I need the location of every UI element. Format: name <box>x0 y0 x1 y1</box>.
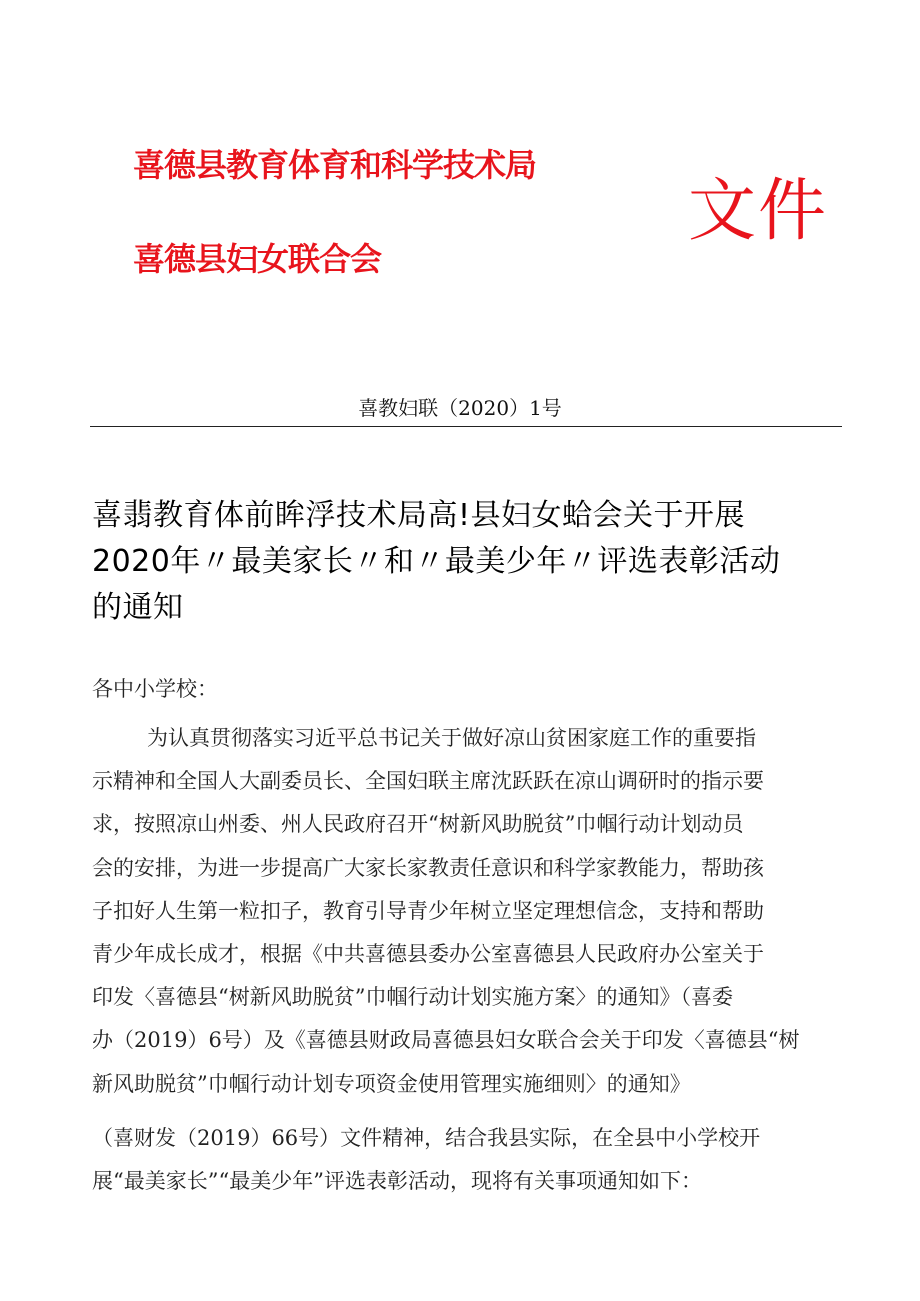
body-line: 示精神和全国人大副委员长、全国妇联主席沈跃跃在凉山调研时的指示要 <box>92 769 764 794</box>
body-line: （喜财发（2019）66号）文件精神，结合我县实际，在全县中小学校开 <box>92 1125 761 1150</box>
body-line: 办（2019）6号）及《喜德县财政局喜德县妇女联合会关于印发〈喜德县“树 <box>92 1028 800 1053</box>
title-line: 2020年〃最美家长〃和〃最美少年〃评选表彰活动 <box>92 544 781 579</box>
salutation: 各中小学校： <box>92 677 218 701</box>
body-line: 展“最美家长”“最美少年”评选表彰活动，现将有关事项通知如下： <box>92 1169 702 1194</box>
body-line: 印发〈喜德县“树新风助脱贫”巾帼行动计划实施方案〉的通知》（喜委 <box>92 985 733 1010</box>
body-line: 求，按照凉山州委、州人民政府召开“树新风助脱贫”巾帼行动计划动员 <box>92 812 744 837</box>
title-line: 的通知 <box>92 590 184 625</box>
body-paragraph <box>92 717 852 1203</box>
header-divider <box>90 426 842 427</box>
body-line: 子扣好人生第一粒扣子，教育引导青少年树立坚定理想信念，支持和帮助 <box>92 898 764 923</box>
body-line: 新风助脱贫”巾帼行动计划专项资金使用管理实施细则〉的通知》 <box>92 1071 691 1096</box>
body-line: 为认真贯彻落实习近平总书记关于做好凉山贫困家庭工作的重要指 <box>147 726 756 750</box>
notice-title <box>92 493 852 631</box>
body-line: 会的安排，为进一步提高广大家长家教责任意识和科学家教能力，帮助孩 <box>92 855 764 880</box>
issuer-name-womens-federation: 喜德县妇女联合会 <box>133 240 382 278</box>
document-number: 喜教妇联（2020）1号 <box>358 396 562 420</box>
issuer-name-education-bureau: 喜德县教育体育和科学技术局 <box>133 146 537 184</box>
title-line: 喜翡教育体前眸浮技术局高!县妇女蛤会关于开展 <box>92 498 746 533</box>
body-line: 青少年成长成才，根据《中共喜德县委办公室喜德县人民政府办公室关于 <box>92 942 764 967</box>
document-type-label: 文件 <box>688 172 829 251</box>
